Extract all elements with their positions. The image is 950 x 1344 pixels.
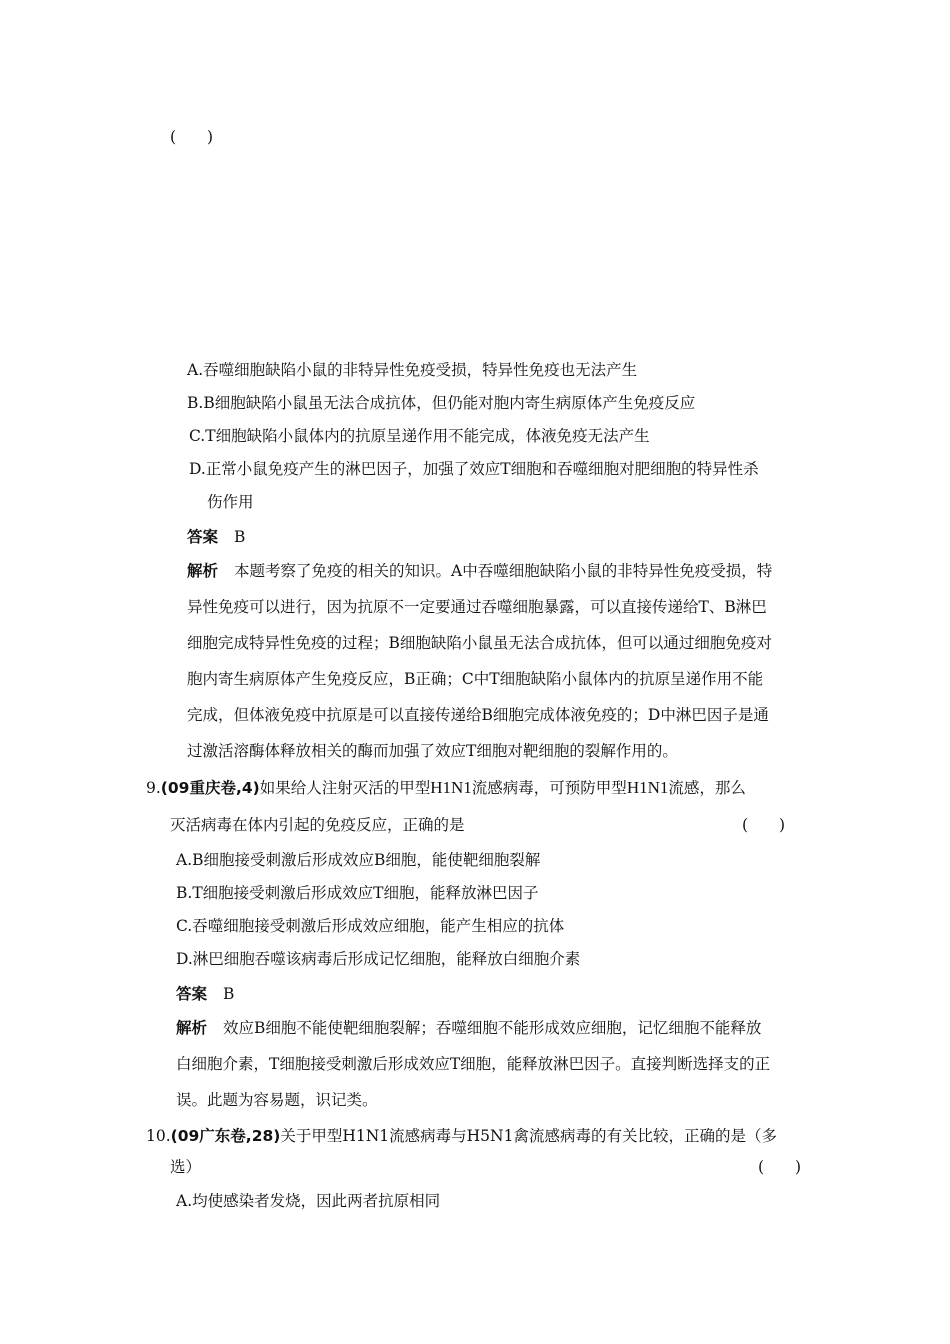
q9-option-c: C.吞噬细胞接受刺激后形成效应细胞，能产生相应的抗体 [176,917,565,935]
q10-stem: 关于甲型H1N1流感病毒与H5N1禽流感病毒的有关比较，正确的是（多 [280,1127,777,1145]
q9-answer-value: B [223,985,235,1003]
q9-stem-line-2: 灭活病毒在体内引起的免疫反应，正确的是 [170,816,465,834]
q9-analysis-line-1 [176,1018,761,1038]
q9-answer-paren: ( ) [742,816,786,834]
q9-option-d: D.淋巴细胞吞噬该病毒后形成记忆细胞，能释放白细胞介素 [176,950,581,968]
q9-h1n1-b: H1N1 [626,778,669,797]
q9-stem-part-3: 流感，那么 [668,779,746,797]
q8-analysis-line-3: 细胞完成特异性免疫的过程；B细胞缺陷小鼠虽无法合成抗体，但可以通过细胞免疫对 [187,634,772,652]
q8-analysis-line-2: 异性免疫可以进行，因为抗原不一定要通过吞噬细胞暴露，可以直接传递给T、B淋巴 [187,598,767,616]
q10-stem-line-2: 选） [170,1158,202,1176]
q9-analysis-line-2: 白细胞介素，T细胞接受刺激后形成效应T细胞，能释放淋巴因子。直接判断选择支的正 [176,1055,771,1073]
q8-option-d: D.正常小鼠免疫产生的淋巴因子，加强了效应T细胞和吞噬细胞对肥细胞的特异性杀 [189,460,759,478]
q8-option-d-cont: 伤作用 [207,493,254,511]
q9-answer [176,984,234,1004]
q8-option-c: C.T细胞缺陷小鼠体内的抗原呈递作用不能完成，体液免疫无法产生 [189,427,650,445]
q8-analysis-line-6: 过激活溶酶体释放相关的酶而加强了效应T细胞对靶细胞的裂解作用的。 [187,742,678,760]
q9-source: (09重庆卷,4) [160,779,260,797]
q9-option-b: B.T细胞接受刺激后形成效应T细胞，能释放淋巴因子 [176,884,539,902]
q9-number: 9. [146,779,161,797]
q9-stem-line-1 [146,778,746,798]
q10-number: 10. [146,1127,171,1145]
q10-answer-paren: ( ) [758,1158,802,1176]
q10-stem-line-1 [146,1126,777,1146]
q8-analysis-line-4: 胞内寄生病原体产生免疫反应，B正确；C中T细胞缺陷小鼠体内的抗原呈递作用不能 [187,670,764,688]
q10-source: (09广东卷,28) [170,1127,281,1145]
q9-stem-part-2: 流感病毒，可预防甲型 [471,779,627,797]
q9-stem-part-1: 如果给人注射灭活的甲型 [259,779,431,797]
q9-answer-label: 答案 [176,985,208,1003]
q9-analysis-text-1: 效应B细胞不能使靶细胞裂解；吞噬细胞不能形成效应细胞，记忆细胞不能释放 [223,1019,762,1037]
q10-option-a: A.均使感染者发烧，因此两者抗原相同 [176,1192,441,1210]
q8-answer-value: B [234,528,246,546]
top-answer-paren: ( ) [170,128,214,146]
q8-option-a: A.吞噬细胞缺陷小鼠的非特异性免疫受损，特异性免疫也无法产生 [187,361,638,379]
q9-h1n1-a: H1N1 [430,778,472,797]
q8-option-b: B.B细胞缺陷小鼠虽无法合成抗体，但仍能对胞内寄生病原体产生免疫反应 [187,394,696,412]
q8-analysis-text-1: 本题考察了免疫的相关的知识。A中吞噬细胞缺陷小鼠的非特异性免疫受损，特 [234,562,773,580]
q9-analysis-line-3: 误。此题为容易题，识记类。 [176,1091,378,1109]
q9-option-a: A.B细胞接受刺激后形成效应B细胞，能使靶细胞裂解 [176,851,541,869]
q9-analysis-label: 解析 [176,1019,208,1037]
q8-analysis-line-5: 完成，但体液免疫中抗原是可以直接传递给B细胞完成体液免疫的；D中淋巴因子是通 [187,706,769,724]
q8-analysis-label: 解析 [187,562,219,580]
q8-answer [187,527,245,547]
q8-analysis-line-1 [187,561,772,581]
q8-answer-label: 答案 [187,528,219,546]
